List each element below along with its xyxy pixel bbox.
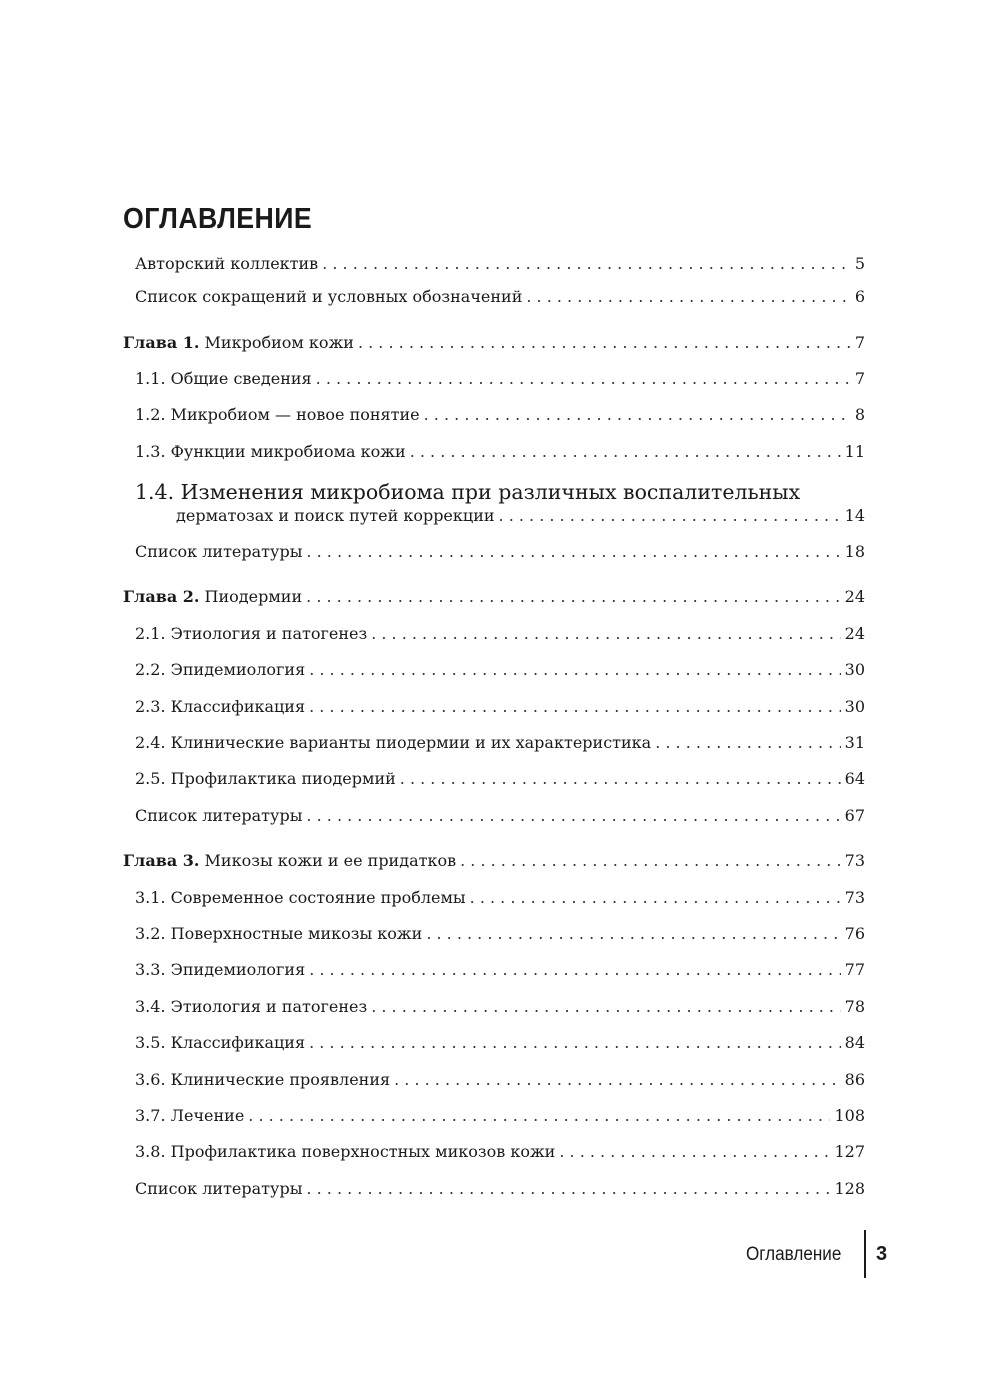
leader-dots <box>316 369 851 388</box>
chapter-label: Глава 2. <box>123 587 200 606</box>
toc-entry[interactable] <box>135 369 865 395</box>
toc-entry-title: Список сокращений и условных обозначений <box>135 287 523 306</box>
toc-entry[interactable] <box>135 442 865 468</box>
toc-entry-title: Микробиом кожи <box>204 333 354 352</box>
toc-entry-title: 3.7. Лечение <box>135 1106 245 1125</box>
leader-dots <box>400 769 841 788</box>
leader-dots <box>309 1033 841 1052</box>
toc-entry[interactable] <box>135 1033 865 1059</box>
toc-entry[interactable] <box>135 287 865 313</box>
page-title: ОГЛАВЛЕНИЕ <box>123 203 313 235</box>
toc-entry-title: 2.1. Этиология и патогенез <box>135 624 368 643</box>
toc-entry-page: 11 <box>844 442 865 461</box>
toc-entry-page: 31 <box>844 733 865 752</box>
toc-entry[interactable] <box>135 542 865 568</box>
toc-entry-page: 108 <box>834 1106 865 1125</box>
leader-dots <box>559 1142 830 1161</box>
toc-entry-title: 2.2. Эпидемиология <box>135 660 306 679</box>
leader-dots <box>655 733 840 752</box>
toc-entry-title: 1.4. Изменения микробиома при различных воспалительных <box>135 480 801 504</box>
leader-dots <box>309 660 840 679</box>
toc-entry[interactable] <box>135 997 865 1023</box>
leader-dots <box>526 287 850 306</box>
toc-entry-title: Список литературы <box>135 542 303 561</box>
leader-dots <box>309 697 841 716</box>
toc-entry[interactable] <box>135 888 865 914</box>
toc-entry[interactable] <box>135 405 865 431</box>
toc-entry-continuation[interactable] <box>176 506 865 532</box>
toc-entry-page: 30 <box>844 660 865 679</box>
toc-entry[interactable] <box>135 1070 865 1096</box>
leader-dots <box>499 506 841 525</box>
leader-dots <box>410 442 841 461</box>
toc-entry-page: 5 <box>854 254 865 273</box>
toc-entry-title: 1.3. Функции микробиома кожи <box>135 442 406 461</box>
toc-entry-title: 1.1. Общие сведения <box>135 369 312 388</box>
chapter-label: Глава 3. <box>123 851 200 870</box>
toc-entry[interactable] <box>135 733 865 759</box>
leader-dots <box>309 960 840 979</box>
toc-entry[interactable] <box>135 769 865 795</box>
toc-entry-page: 77 <box>844 960 865 979</box>
toc-entry-page: 127 <box>834 1142 865 1161</box>
toc-entry-page: 14 <box>844 506 865 525</box>
leader-dots <box>424 405 851 424</box>
toc-entry-page: 67 <box>844 806 865 825</box>
toc-entry-title: Список литературы <box>135 806 303 825</box>
leader-dots <box>394 1070 841 1089</box>
footer-divider <box>864 1230 866 1278</box>
toc-entry-title: 3.2. Поверхностные микозы кожи <box>135 924 423 943</box>
toc-entry-page: 24 <box>844 624 865 643</box>
leader-dots <box>248 1106 830 1125</box>
toc-entry[interactable] <box>135 806 865 832</box>
chapter-label: Глава 1. <box>123 333 200 352</box>
leader-dots <box>306 587 841 606</box>
toc-entry[interactable] <box>135 254 865 280</box>
toc-entry-page: 8 <box>854 405 865 424</box>
leader-dots <box>371 997 840 1016</box>
toc-entry-title: Список литературы <box>135 1179 303 1198</box>
toc-entry-title: Авторский коллектив <box>135 254 319 273</box>
toc-entry-title: 3.6. Клинические проявления <box>135 1070 391 1089</box>
toc-entry-title: 3.3. Эпидемиология <box>135 960 306 979</box>
toc-entry-page: 7 <box>854 369 865 388</box>
leader-dots <box>306 806 840 825</box>
toc-entry-title: 3.8. Профилактика поверхностных микозов кожи <box>135 1142 556 1161</box>
page-number: 3 <box>876 1243 888 1265</box>
toc-entry-title: 2.4. Клинические варианты пиодермии и их характеристика <box>135 733 652 752</box>
leader-dots <box>426 924 840 943</box>
leader-dots <box>470 888 841 907</box>
toc-entry-page: 30 <box>844 697 865 716</box>
toc-entry-page: 78 <box>844 997 865 1016</box>
toc-entry-page: 24 <box>844 587 865 606</box>
toc-entry[interactable] <box>135 1106 865 1132</box>
toc-entry-title: Микозы кожи и ее придатков <box>204 851 457 870</box>
toc-entry-page: 84 <box>844 1033 865 1052</box>
running-footer-section: Оглавление <box>746 1244 842 1265</box>
leader-dots <box>371 624 840 643</box>
toc-entry-title: 3.4. Этиология и патогенез <box>135 997 368 1016</box>
leader-dots <box>460 851 841 870</box>
leader-dots <box>322 254 851 273</box>
toc-entry-page: 73 <box>844 851 865 870</box>
toc-entry[interactable] <box>135 660 865 686</box>
toc-entry-title: 3.5. Классификация <box>135 1033 306 1052</box>
toc-chapter-entry[interactable] <box>123 333 865 359</box>
toc-entry-page: 7 <box>854 333 865 352</box>
toc-entry[interactable] <box>135 624 865 650</box>
toc-entry-page: 86 <box>844 1070 865 1089</box>
toc-entry-title: 2.5. Профилактика пиодермий <box>135 769 396 788</box>
toc-entry-page: 76 <box>844 924 865 943</box>
toc-entry-page: 6 <box>854 287 865 306</box>
toc-entry[interactable] <box>135 960 865 986</box>
toc-entry-page: 18 <box>844 542 865 561</box>
leader-dots <box>358 333 851 352</box>
toc-entry-page: 128 <box>834 1179 865 1198</box>
leader-dots <box>306 1179 830 1198</box>
toc-entry[interactable] <box>135 697 865 723</box>
toc-entry-title: Пиодермии <box>204 587 303 606</box>
toc-entry-title: 1.2. Микробиом — новое понятие <box>135 405 420 424</box>
toc-entry-title: 3.1. Современное состояние проблемы <box>135 888 466 907</box>
toc-entry-title-cont: дерматозах и поиск путей коррекции <box>176 506 495 525</box>
toc-chapter-entry[interactable] <box>123 851 865 877</box>
toc-entry[interactable] <box>135 924 865 950</box>
toc-entry[interactable] <box>135 1179 865 1205</box>
toc-entry-title: 2.3. Классификация <box>135 697 306 716</box>
leader-dots <box>306 542 840 561</box>
toc-chapter-entry[interactable] <box>123 587 865 613</box>
toc-entry-page: 64 <box>844 769 865 788</box>
toc-entry[interactable] <box>135 1142 865 1168</box>
toc-entry-page: 73 <box>844 888 865 907</box>
